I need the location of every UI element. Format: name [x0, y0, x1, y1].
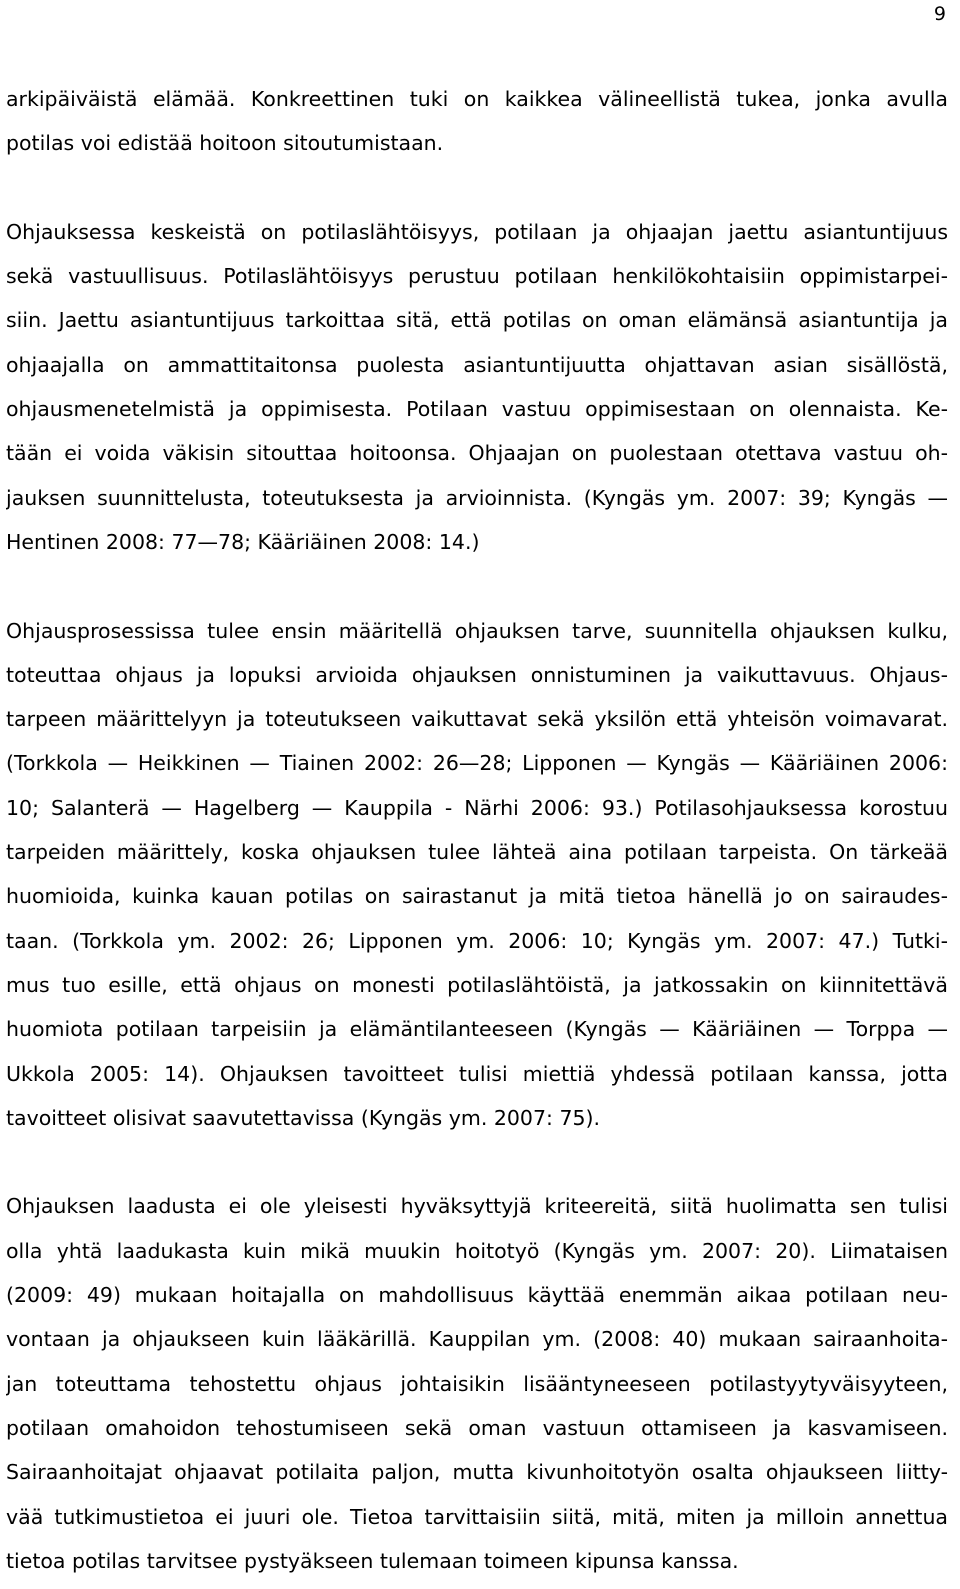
page-number: 9 — [933, 3, 946, 25]
text-line: (Torkkola — Heikkinen — Tiainen 2002: 26—28; Lipponen — Kyngäs — Kääriäinen 2006: — [6, 751, 948, 776]
paragraph-4 — [6, 1184, 948, 1583]
text-line: potilaan omahoidon tehostumiseen sekä oman vastuun ottamiseen ja kasvamiseen. — [6, 1415, 948, 1440]
text-line: olla yhtä laadukasta kuin mikä muukin hoitotyö (Kyngäs ym. 2007: 20). Liimataisen — [6, 1238, 948, 1263]
text-line: taan. (Torkkola ym. 2002: 26; Lipponen ym. 2006: 10; Kyngäs ym. 2007: 47.) Tutki- — [6, 928, 948, 953]
text-line: vontaan ja ohjaukseen kuin lääkärillä. Kauppilan ym. (2008: 40) mukaan sairaanhoita- — [6, 1327, 948, 1352]
paragraph-2 — [6, 210, 948, 564]
text-line: tavoitteet olisivat saavutettavissa (Kyngäs ym. 2007: 75). — [6, 1105, 601, 1130]
text-line: siin. Jaettu asiantuntijuus tarkoittaa sitä, että potilas on oman elämänsä asiantuntija ja — [6, 308, 948, 333]
text-line: Ohjausprosessissa tulee ensin määritellä ohjauksen tarve, suunnitella ohjauksen kulku, — [6, 618, 948, 643]
text-line: jauksen suunnittelusta, toteutuksesta ja arvioinnista. (Kyngäs ym. 2007: 39; Kyngäs — — [6, 485, 948, 510]
text-line: mus tuo esille, että ohjaus on monesti potilaslähtöistä, ja jatkossakin on kiinnitettävä — [6, 972, 948, 997]
text-line: Ohjauksen laadusta ei ole yleisesti hyväksyttyjä kriteereitä, siitä huolimatta sen tulisi — [6, 1194, 948, 1219]
text-line: (2009: 49) mukaan hoitajalla on mahdollisuus käyttää enemmän aikaa potilaan neu- — [6, 1283, 948, 1308]
text-line: ohjaajalla on ammattitaitonsa puolesta asiantuntijuutta ohjattavan asian sisällöstä, — [6, 352, 948, 377]
text-line: arkipäiväistä elämää. Konkreettinen tuki on kaikkea välineellistä tukea, jonka avulla — [6, 87, 948, 111]
text-line: tään ei voida väkisin sitouttaa hoitoonsa. Ohjaajan on puolestaan otettava vastuu oh- — [6, 441, 948, 466]
text-line: Ukkola 2005: 14). Ohjauksen tavoitteet tulisi miettiä yhdessä potilaan kanssa, jotta — [6, 1061, 948, 1086]
text-line: Ohjauksessa keskeistä on potilaslähtöisyys, potilaan ja ohjaajan jaettu asiantuntijuus — [6, 219, 948, 244]
text-line: huomioida, kuinka kauan potilas on sairastanut ja mitä tietoa hänellä jo on sairaudes- — [6, 884, 948, 909]
text-line: toteuttaa ohjaus ja lopuksi arvioida ohjauksen onnistuminen ja vaikuttavuus. Ohjaus- — [6, 662, 948, 687]
body-text — [6, 77, 948, 1583]
text-line: huomiota potilaan tarpeisiin ja elämäntilanteeseen (Kyngäs — Kääriäinen — Torppa — — [6, 1017, 948, 1042]
text-line: jan toteuttama tehostettu ohjaus johtaisikin lisääntyneeseen potilastyytyväisyyteen, — [6, 1371, 948, 1396]
text-line: Hentinen 2008: 77—78; Kääriäinen 2008: 14.) — [6, 529, 480, 554]
text-line: tarpeiden määrittely, koska ohjauksen tulee lähteä aina potilaan tarpeista. On tärkeää — [6, 840, 948, 865]
paragraph-1 — [6, 77, 948, 166]
paragraph-3 — [6, 609, 948, 1141]
text-line: tietoa potilas tarvitsee pystyäkseen tulemaan toimeen kipunsa kanssa. — [6, 1548, 739, 1573]
text-line: sekä vastuullisuus. Potilaslähtöisyys perustuu potilaan henkilökohtaisiin oppimistarpei- — [6, 264, 948, 289]
text-line: 10; Salanterä — Hagelberg — Kauppila - Närhi 2006: 93.) Potilasohjauksessa korostuu — [6, 795, 948, 820]
paragraph-spacer — [6, 166, 948, 210]
paragraph-spacer — [6, 564, 948, 608]
text-line: Sairaanhoitajat ohjaavat potilaita paljon, mutta kivunhoitotyön osalta ohjaukseen liitty- — [6, 1460, 948, 1485]
paragraph-spacer — [6, 1140, 948, 1184]
text-line: tarpeen määrittelyyn ja toteutukseen vaikuttavat sekä yksilön että yhteisön voimavarat. — [6, 707, 948, 732]
text-line: ohjausmenetelmistä ja oppimisesta. Potilaan vastuu oppimisestaan on olennaista. Ke- — [6, 397, 948, 422]
text-line: potilas voi edistää hoitoon sitoutumistaan. — [6, 131, 444, 156]
text-line: vää tutkimustietoa ei juuri ole. Tietoa tarvittaisiin siitä, mitä, miten ja milloin annettua — [6, 1504, 948, 1529]
